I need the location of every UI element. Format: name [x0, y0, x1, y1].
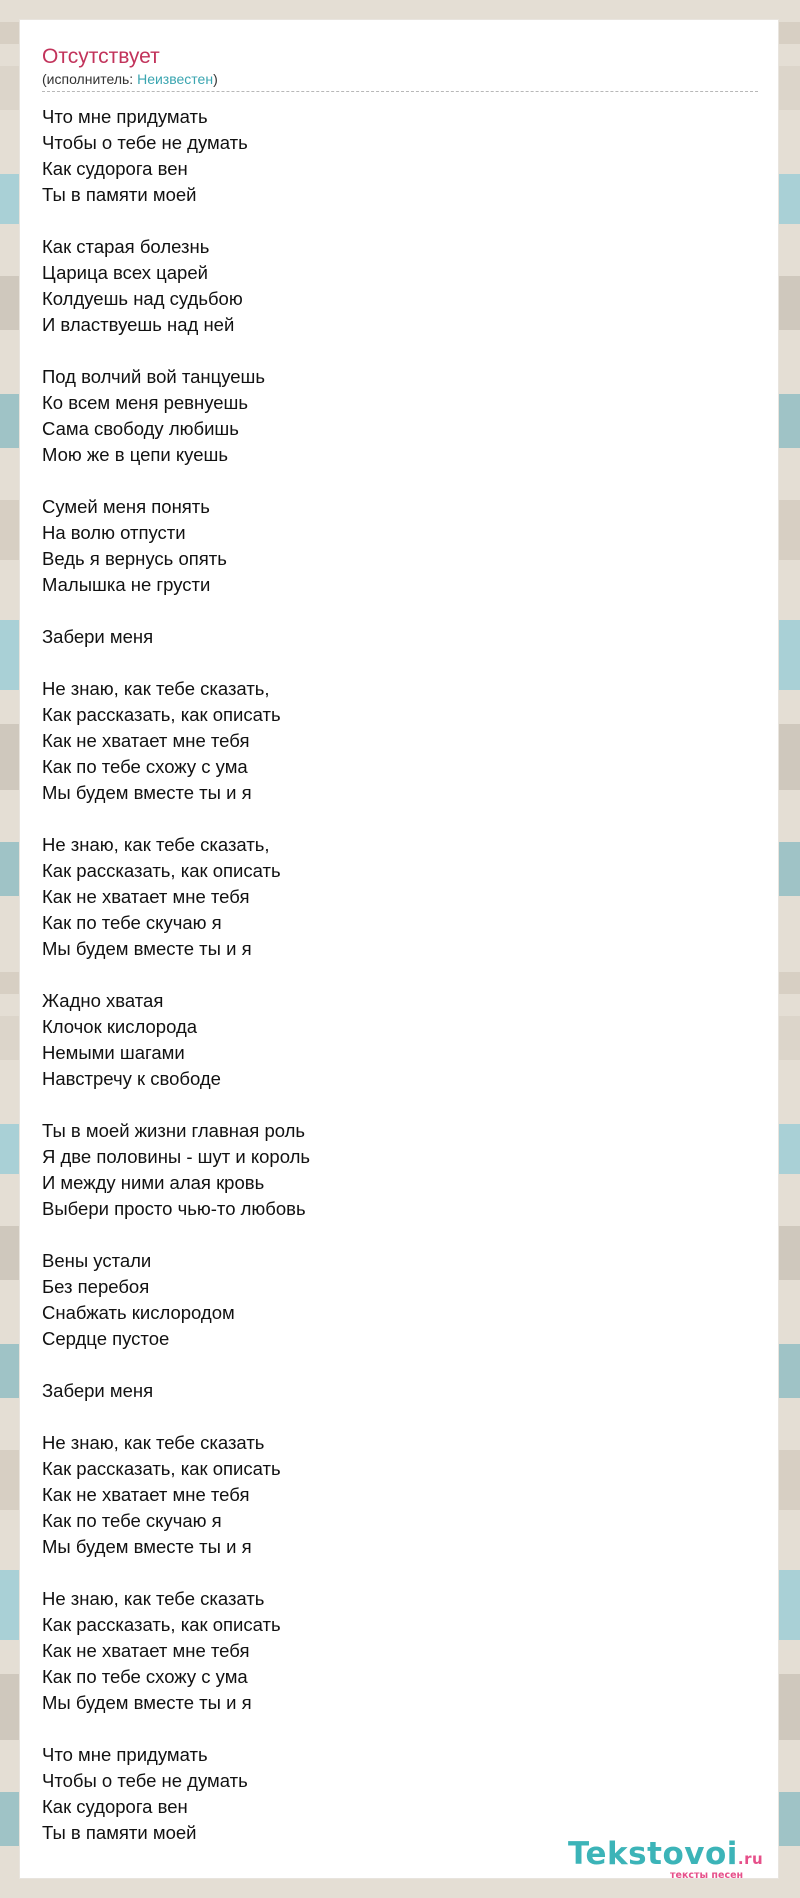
lyric-line: Не знаю, как тебе сказать — [42, 1588, 265, 1609]
lyric-blank — [42, 1352, 742, 1378]
lyric-line: Как старая болезнь — [42, 236, 210, 257]
lyric-blank — [42, 1222, 742, 1248]
lyric-line: Как по тебе схожу с ума — [42, 1666, 248, 1687]
lyric-line: Выбери просто чью-то любовь — [42, 1198, 306, 1219]
song-title: Отсутствует — [42, 45, 160, 68]
lyric-line: Ты в памяти моей — [42, 1822, 197, 1843]
logo-tagline: тексты песен — [670, 1870, 744, 1881]
lyric-blank — [42, 1404, 742, 1430]
lyric-line: Ты в памяти моей — [42, 184, 197, 205]
lyric-blank — [42, 208, 742, 234]
lyric-line: Как судорога вен — [42, 158, 188, 179]
lyric-line: Как по тебе скучаю я — [42, 1510, 222, 1531]
lyric-line: Как рассказать, как описать — [42, 1614, 281, 1635]
artist-link[interactable]: Неизвестен — [137, 71, 214, 87]
lyric-line: И властвуешь над ней — [42, 314, 235, 335]
lyrics-text — [42, 104, 742, 1846]
lyrics-card — [20, 20, 778, 1881]
lyric-line: Навстречу к свободе — [42, 1068, 221, 1089]
lyric-line: Как рассказать, как описать — [42, 860, 281, 881]
artist-prefix: (исполнитель: — [42, 71, 138, 87]
lyric-line: Ко всем меня ревнуешь — [42, 392, 249, 413]
lyric-line: Чтобы о тебе не думать — [42, 132, 248, 153]
lyric-line: Без перебоя — [42, 1276, 150, 1297]
lyric-line: Не знаю, как тебе сказать — [42, 1432, 265, 1453]
lyric-line: Ведь я вернусь опять — [42, 548, 227, 569]
lyric-line: Как судорога вен — [42, 1796, 188, 1817]
lyric-line: Как по тебе скучаю я — [42, 912, 222, 933]
lyric-line: И между ними алая кровь — [42, 1172, 265, 1193]
lyric-line: Не знаю, как тебе сказать, — [42, 834, 270, 855]
logo-name: Tekstovoi — [568, 1836, 738, 1872]
lyric-line: Как не хватает мне тебя — [42, 1640, 250, 1661]
artist-suffix: ) — [213, 71, 218, 87]
site-logo[interactable] — [568, 1836, 768, 1884]
lyric-line: Забери меня — [42, 626, 154, 647]
logo-suffix: .ru — [737, 1850, 764, 1868]
lyric-line: Сердце пустое — [42, 1328, 170, 1349]
lyric-blank — [42, 598, 742, 624]
lyric-blank — [42, 1092, 742, 1118]
lyric-line: Я две половины - шут и король — [42, 1146, 311, 1167]
lyric-line: Немыми шагами — [42, 1042, 185, 1063]
lyric-blank — [42, 1560, 742, 1586]
lyric-line: Малышка не грусти — [42, 574, 211, 595]
lyric-line: Как не хватает мне тебя — [42, 1484, 250, 1505]
lyric-line: Что мне придумать — [42, 1744, 208, 1765]
lyric-line: Снабжать кислородом — [42, 1302, 235, 1323]
lyric-line: Сама свободу любишь — [42, 418, 239, 439]
lyric-line: Мы будем вместе ты и я — [42, 782, 252, 803]
lyric-line: Колдуешь над судьбою — [42, 288, 243, 309]
lyric-blank — [42, 962, 742, 988]
lyric-line: Что мне придумать — [42, 106, 208, 127]
lyric-line: Мою же в цепи куешь — [42, 444, 228, 465]
lyric-line: Мы будем вместе ты и я — [42, 1692, 252, 1713]
lyric-blank — [42, 650, 742, 676]
lyric-blank — [42, 806, 742, 832]
lyric-line: Ты в моей жизни главная роль — [42, 1120, 306, 1141]
lyric-blank — [42, 338, 742, 364]
lyric-line: На волю отпусти — [42, 522, 186, 543]
artist-line — [42, 70, 758, 88]
lyric-line: Как рассказать, как описать — [42, 704, 281, 725]
lyric-line: Как рассказать, как описать — [42, 1458, 281, 1479]
lyric-line: Сумей меня понять — [42, 496, 210, 517]
lyric-line: Чтобы о тебе не думать — [42, 1770, 248, 1791]
lyric-line: Царица всех царей — [42, 262, 208, 283]
lyric-line: Вены устали — [42, 1250, 152, 1271]
lyric-line: Мы будем вместе ты и я — [42, 938, 252, 959]
lyric-line: Клочок кислорода — [42, 1016, 198, 1037]
lyric-line: Как по тебе схожу с ума — [42, 756, 248, 777]
lyric-line: Как не хватает мне тебя — [42, 886, 250, 907]
lyric-line: Жадно хватая — [42, 990, 164, 1011]
lyric-blank — [42, 1716, 742, 1742]
lyric-line: Мы будем вместе ты и я — [42, 1536, 252, 1557]
lyric-line: Как не хватает мне тебя — [42, 730, 250, 751]
lyric-line: Не знаю, как тебе сказать, — [42, 678, 270, 699]
lyric-blank — [42, 468, 742, 494]
song-header — [42, 44, 758, 92]
lyric-line: Забери меня — [42, 1380, 154, 1401]
lyric-line: Под волчий вой танцуешь — [42, 366, 266, 387]
